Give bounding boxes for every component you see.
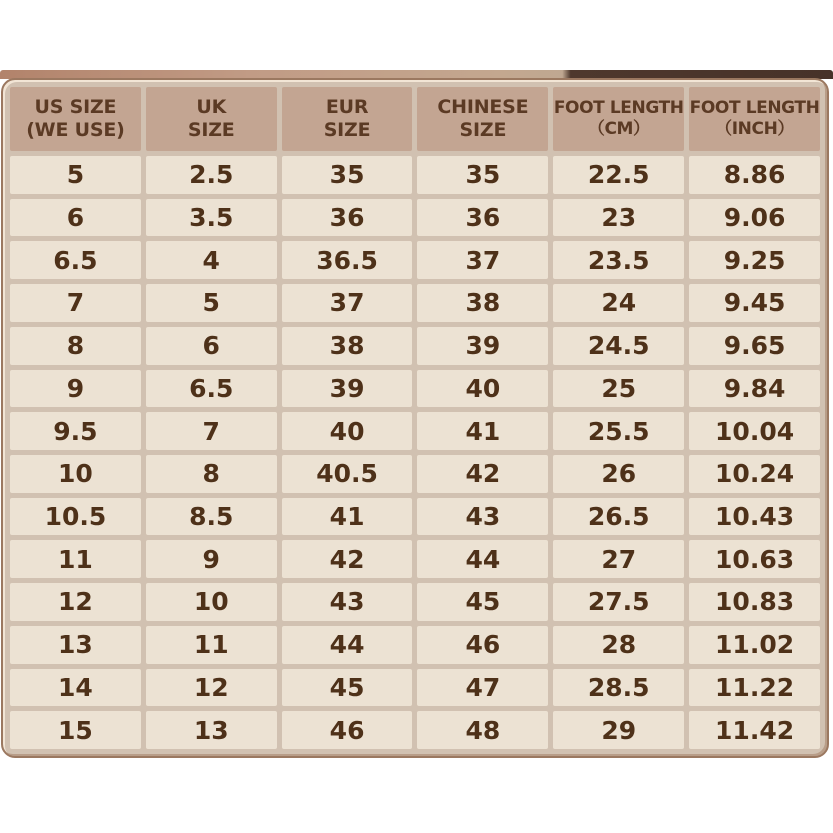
table-cell: 25 [553, 370, 684, 408]
table-cell: 48 [417, 711, 548, 749]
table-cell: 6.5 [146, 370, 277, 408]
table-cell: 14 [10, 669, 141, 707]
table-cell: 43 [417, 498, 548, 536]
header-cell [10, 87, 141, 151]
table-cell: 11.22 [689, 669, 820, 707]
table-cell: 8 [10, 327, 141, 365]
header-cell [553, 87, 684, 151]
table-cell: 10.63 [689, 540, 820, 578]
table-cell: 7 [10, 284, 141, 322]
table-cell: 9 [146, 540, 277, 578]
table-cell: 9.25 [689, 241, 820, 279]
header-line1: EUR [325, 95, 369, 118]
table-cell: 10.24 [689, 455, 820, 493]
table-cell: 4 [146, 241, 277, 279]
table-cell: 23.5 [553, 241, 684, 279]
table-cell: 26.5 [553, 498, 684, 536]
table-cell: 9 [10, 370, 141, 408]
table-cell: 45 [417, 583, 548, 621]
table-cell: 12 [146, 669, 277, 707]
table-cell: 43 [282, 583, 413, 621]
table-cell: 27 [553, 540, 684, 578]
table-cell: 6 [146, 327, 277, 365]
table-cell: 9.65 [689, 327, 820, 365]
size-chart-card [1, 78, 829, 758]
header-line2: （CM） [587, 119, 650, 139]
table-cell: 10.43 [689, 498, 820, 536]
table-cell: 10.83 [689, 583, 820, 621]
table-cell: 24 [553, 284, 684, 322]
table-cell: 7 [146, 412, 277, 450]
table-cell: 40 [417, 370, 548, 408]
table-cell: 8 [146, 455, 277, 493]
table-cell: 10 [10, 455, 141, 493]
table-cell: 13 [146, 711, 277, 749]
table-cell: 40.5 [282, 455, 413, 493]
table-cell: 5 [10, 156, 141, 194]
header-cell [689, 87, 820, 151]
table-cell: 11.02 [689, 626, 820, 664]
table-cell: 38 [282, 327, 413, 365]
table-cell: 11 [146, 626, 277, 664]
header-line2: （INCH） [715, 119, 794, 139]
table-cell: 29 [553, 711, 684, 749]
table-cell: 28.5 [553, 669, 684, 707]
table-cell: 39 [282, 370, 413, 408]
table-cell: 9.84 [689, 370, 820, 408]
table-cell: 5 [146, 284, 277, 322]
header-line2: SIZE [459, 119, 507, 141]
table-cell: 25.5 [553, 412, 684, 450]
table-cell: 13 [10, 626, 141, 664]
table-cell: 38 [417, 284, 548, 322]
table-cell: 15 [10, 711, 141, 749]
header-line2: SIZE [187, 119, 235, 141]
header-cell [282, 87, 413, 151]
table-cell: 47 [417, 669, 548, 707]
table-cell: 11 [10, 540, 141, 578]
table-cell: 37 [417, 241, 548, 279]
table-cell: 42 [282, 540, 413, 578]
header-line1: FOOT LENGTH [689, 98, 820, 119]
table-cell: 45 [282, 669, 413, 707]
header-line2: SIZE [323, 119, 371, 141]
table-cell: 9.5 [10, 412, 141, 450]
header-line1: US SIZE [34, 95, 117, 118]
table-cell: 36 [417, 199, 548, 237]
header-line1: UK [196, 95, 227, 118]
table-cell: 35 [282, 156, 413, 194]
table-cell: 3.5 [146, 199, 277, 237]
table-cell: 24.5 [553, 327, 684, 365]
table-cell: 46 [417, 626, 548, 664]
size-table [10, 87, 820, 749]
table-cell: 36.5 [282, 241, 413, 279]
table-cell: 41 [417, 412, 548, 450]
table-cell: 46 [282, 711, 413, 749]
table-cell: 42 [417, 455, 548, 493]
table-cell: 8.86 [689, 156, 820, 194]
header-line1: CHINESE [437, 95, 529, 118]
table-cell: 36 [282, 199, 413, 237]
table-cell: 44 [282, 626, 413, 664]
table-cell: 6 [10, 199, 141, 237]
header-cell [417, 87, 548, 151]
table-cell: 44 [417, 540, 548, 578]
table-cell: 9.45 [689, 284, 820, 322]
table-cell: 27.5 [553, 583, 684, 621]
table-cell: 12 [10, 583, 141, 621]
table-cell: 40 [282, 412, 413, 450]
table-cell: 26 [553, 455, 684, 493]
header-line1: FOOT LENGTH [553, 98, 684, 119]
table-cell: 28 [553, 626, 684, 664]
table-cell: 2.5 [146, 156, 277, 194]
table-cell: 39 [417, 327, 548, 365]
table-cell: 11.42 [689, 711, 820, 749]
table-cell: 22.5 [553, 156, 684, 194]
header-line2: (WE USE) [26, 119, 125, 141]
table-cell: 6.5 [10, 241, 141, 279]
table-cell: 35 [417, 156, 548, 194]
table-cell: 41 [282, 498, 413, 536]
table-cell: 10.04 [689, 412, 820, 450]
table-cell: 9.06 [689, 199, 820, 237]
table-cell: 10 [146, 583, 277, 621]
table-cell: 37 [282, 284, 413, 322]
table-cell: 23 [553, 199, 684, 237]
header-cell [146, 87, 277, 151]
table-cell: 10.5 [10, 498, 141, 536]
table-cell: 8.5 [146, 498, 277, 536]
